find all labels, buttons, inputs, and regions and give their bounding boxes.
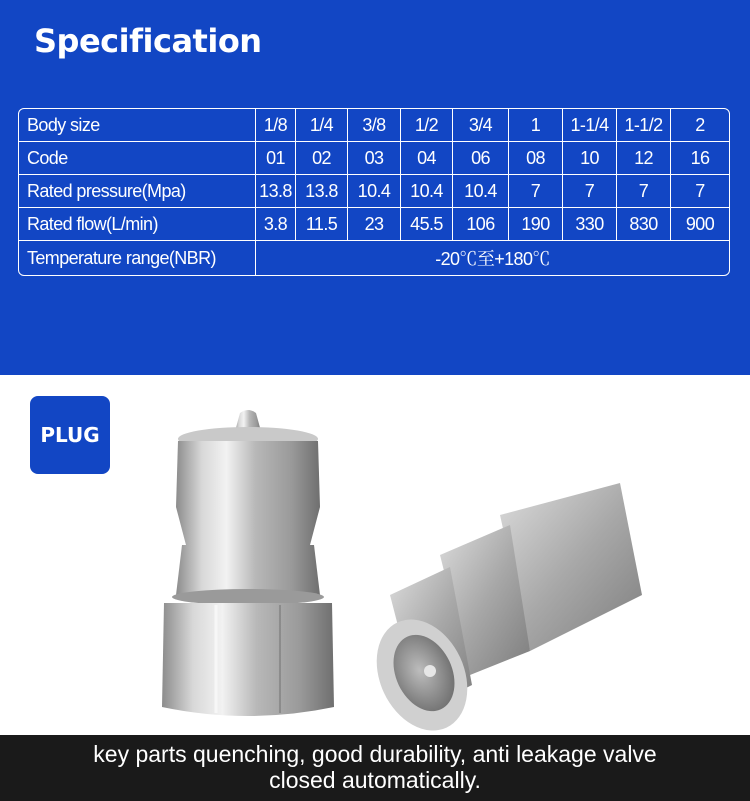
table-cell: 16 [671,142,729,175]
plug-tilted-icon [359,483,642,735]
table-cell: 45.5 [401,208,453,241]
row-label: Rated flow(L/min) [19,208,256,241]
table-cell: 13.8 [256,175,296,208]
table-cell: 1-1/4 [563,109,617,142]
table-cell: 106 [453,208,509,241]
table-cell: 10 [563,142,617,175]
table-row [19,142,729,175]
table-cell: 08 [509,142,563,175]
table-cell: 11.5 [296,208,348,241]
table-cell: 830 [617,208,671,241]
table-cell: 12 [617,142,671,175]
table-cell: 10.4 [453,175,509,208]
table-cell: 13.8 [296,175,348,208]
coupler-photo [130,395,650,735]
table-cell: 1/4 [296,109,348,142]
table-row [19,175,729,208]
spec-table [18,108,730,276]
table-cell: 3.8 [256,208,296,241]
table-row-temperature [19,241,729,275]
caption-line-2: closed automatically. [269,767,481,793]
table-cell: 3/4 [453,109,509,142]
table-cell: 7 [617,175,671,208]
table-cell: 900 [671,208,729,241]
table-cell: 10.4 [348,175,401,208]
table-cell: 1-1/2 [617,109,671,142]
table-cell: 10.4 [401,175,453,208]
table-cell: 1/2 [401,109,453,142]
row-label: Rated pressure(Mpa) [19,175,256,208]
row-label: Temperature range(NBR) [19,241,256,275]
table-row [19,109,729,142]
caption-line-1: key parts quenching, good durability, anti leakage valve [93,741,657,767]
table-cell: 7 [563,175,617,208]
table-cell: 04 [401,142,453,175]
table-cell: 3/8 [348,109,401,142]
page-title: Specification [34,22,262,60]
row-label: Code [19,142,256,175]
table-cell: 2 [671,109,729,142]
table-cell: 1/8 [256,109,296,142]
table-cell: 23 [348,208,401,241]
caption-bar [0,735,750,801]
temperature-value: -20℃至+180℃ [435,249,550,269]
table-cell: 7 [671,175,729,208]
row-label: Body size [19,109,256,142]
table-cell: 1 [509,109,563,142]
table-cell: 03 [348,142,401,175]
table-cell: 01 [256,142,296,175]
table-cell: 02 [296,142,348,175]
plug-upright-icon [162,410,334,716]
table-row [19,208,729,241]
table-cell: 06 [453,142,509,175]
table-cell: 7 [509,175,563,208]
plug-badge: PLUG [30,396,110,474]
table-cell: 190 [509,208,563,241]
table-cell: 330 [563,208,617,241]
